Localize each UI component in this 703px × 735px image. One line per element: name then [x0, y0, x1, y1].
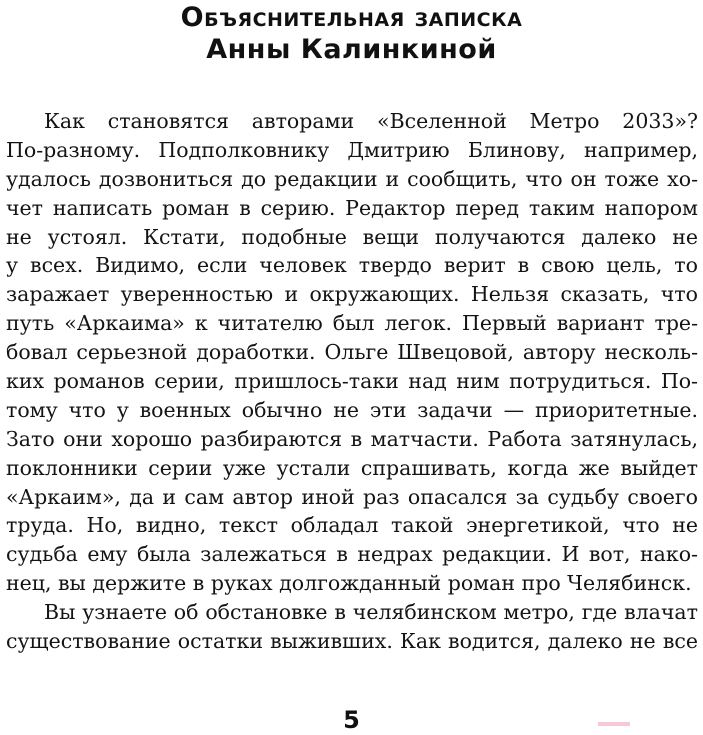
text-line: ких романов серии, пришлось-таки над ним потрудиться. По- — [6, 369, 698, 394]
pink-margin-mark — [598, 722, 630, 726]
text-line: не устоял. Кстати, подобные вещи получаются далеко не — [6, 224, 698, 249]
text-line: удалось дозвониться до редакции и сообщить, что он тоже хо- — [6, 166, 698, 191]
text-line: существование остатки выживших. Как водится, далеко не все — [6, 629, 698, 654]
text-line: «Аркаим», да и сам автор иной раз опасался за судьбу своего — [6, 484, 698, 509]
text-line: Как становятся авторами «Вселенной Метро 2033»? — [44, 109, 698, 133]
text-line: По-разному. Подполковнику Дмитрию Блинову, например, — [6, 137, 698, 162]
text-line: труда. Но, видно, текст обладал такой энергетикой, что не — [6, 513, 698, 538]
text-line: чет написать роман в серию. Редактор перед таким напором — [6, 195, 698, 220]
chapter-title-line-2: Анны Калинкиной — [206, 34, 497, 65]
text-line: тому что у военных обычно не эти задачи — приоритетные. — [6, 397, 698, 422]
text-line: нец, вы держите в руках долгожданный роман про Челябинск. — [6, 571, 692, 596]
text-line: Зато они хорошо разбираются в матчасти. Работа затянулась, — [6, 426, 698, 451]
page-number: 5 — [343, 706, 360, 734]
text-line: заражает уверенностью и окружающих. Нельзя сказать, что — [6, 282, 698, 307]
chapter-title-line-1: Объяснительная записка — [180, 2, 523, 33]
text-line: судьба ему была залежаться в недрах редакции. И вот, нако- — [6, 542, 698, 567]
body-text — [6, 107, 698, 656]
text-line: бовал серьезной доработки. Ольге Швецовой, автору несколь- — [6, 340, 698, 365]
text-line: путь «Аркаима» к читателю был легок. Первый вариант тре- — [6, 311, 698, 336]
text-line: Вы узнаете об обстановке в челябинском метро, где влачат — [44, 600, 698, 625]
text-line: поклонники серии уже устали спрашивать, когда же выйдет — [6, 455, 698, 480]
text-line: у всех. Видимо, если человек твердо верит в свою цель, то — [6, 253, 698, 278]
